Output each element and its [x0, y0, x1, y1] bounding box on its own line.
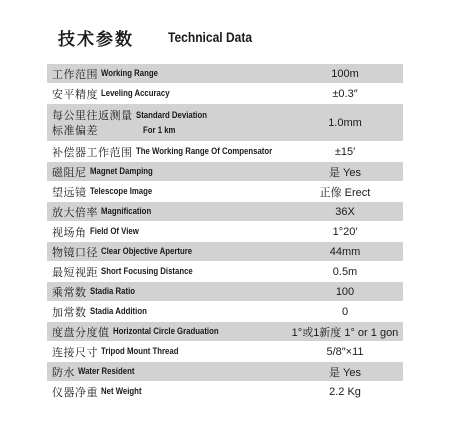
spec-label: [47, 144, 287, 160]
page-title-chinese: 技术参数: [58, 29, 134, 50]
spec-label-english: Horizontal Circle Graduation: [112, 326, 219, 337]
spec-label-english-line1: Standard Deviation: [135, 109, 207, 121]
spec-label: [47, 164, 287, 180]
spec-row-water-resident: [47, 362, 403, 382]
spec-label-english: The Working Range Of Compensator: [135, 146, 272, 157]
technical-data-table: [47, 64, 403, 402]
spec-label-english-line2: For 1 km: [142, 124, 175, 136]
spec-label: [47, 184, 287, 200]
spec-label-english: Leveling Accuracy: [101, 88, 170, 99]
spec-label: [47, 324, 287, 340]
spec-value: 2.2 Kg: [329, 385, 361, 398]
spec-label: [47, 224, 287, 240]
spec-value: 是 Yes: [328, 366, 361, 379]
spec-label: [47, 364, 287, 380]
spec-label-chinese: 补偿器工作范围: [52, 145, 133, 159]
spec-label-chinese: 最短视距: [52, 265, 98, 279]
spec-label-chinese: 安平精度: [52, 87, 98, 101]
spec-value: ±0.3″: [332, 87, 358, 100]
spec-row-net-weight: [47, 382, 403, 402]
spec-row-working-range: [47, 64, 403, 84]
spec-row-magnification: [47, 202, 403, 222]
spec-value: 0.5m: [332, 265, 358, 278]
spec-value: 36X: [335, 205, 355, 218]
spec-label-english: Clear Objective Aperture: [101, 246, 193, 257]
spec-label-english: Field Of View: [89, 226, 139, 237]
spec-label-english: Stadia Addition: [89, 306, 147, 317]
spec-row-focusing-distance: [47, 262, 403, 282]
spec-value: 是 Yes: [328, 166, 361, 179]
spec-row-circle-graduation: [47, 322, 403, 342]
spec-label: [47, 284, 287, 300]
spec-value: 100m: [331, 67, 359, 80]
spec-label-english: Magnification: [101, 206, 152, 217]
spec-label-english: Short Focusing Distance: [101, 266, 193, 277]
spec-label-english: Working Range: [101, 68, 158, 79]
spec-value: 1°或1新度 1° or 1 gon: [291, 326, 399, 339]
spec-value: 正像 Erect: [319, 186, 371, 199]
spec-value: 5/8″×11: [326, 345, 364, 358]
spec-label-chinese: 仪器净重: [52, 385, 98, 399]
spec-value: ±15′: [334, 145, 356, 158]
page-header: [58, 24, 266, 50]
spec-label: [47, 204, 287, 220]
spec-label: [47, 244, 287, 260]
spec-label-chinese: 望远镜: [52, 185, 87, 199]
spec-value: 1.0mm: [328, 116, 362, 129]
spec-row-objective-aperture: [47, 242, 403, 262]
spec-label-chinese: 乘常数: [52, 285, 87, 299]
spec-label-chinese: 防水: [52, 365, 75, 379]
spec-label-english-stack: [133, 108, 223, 138]
spec-label: [47, 264, 287, 280]
spec-value: 1°20′: [332, 225, 358, 238]
spec-label-chinese: 物镜口径: [52, 245, 98, 259]
spec-label-chinese: 连接尺寸: [52, 345, 98, 359]
spec-label-chinese-line1: 每公里往返测量: [52, 108, 133, 122]
spec-label-chinese-stack: [52, 108, 133, 138]
spec-label-chinese: 加常数: [52, 305, 87, 319]
spec-label-english: Net Weight: [101, 386, 142, 397]
spec-value: 44mm: [329, 245, 361, 258]
spec-row-field-of-view: [47, 222, 403, 242]
spec-label-chinese: 视场角: [52, 225, 87, 239]
spec-label-english: Stadia Ratio: [89, 286, 135, 297]
spec-label-english: Magnet Damping: [89, 166, 153, 177]
spec-row-tripod-thread: [47, 342, 403, 362]
spec-label-chinese: 工作范围: [52, 67, 98, 81]
page-title-english: Technical Data: [168, 29, 253, 45]
spec-label: [47, 304, 287, 320]
spec-label: [47, 384, 287, 400]
spec-row-telescope-image: [47, 182, 403, 202]
spec-label-chinese: 磁阻尼: [52, 165, 87, 179]
spec-label-chinese: 放大倍率: [52, 205, 98, 219]
spec-label: [47, 344, 287, 360]
spec-value: 100: [335, 285, 355, 298]
spec-row-magnet-damping: [47, 162, 403, 182]
spec-row-standard-deviation: [47, 104, 403, 142]
spec-label-english: Tripod Mount Thread: [101, 346, 179, 357]
spec-label-english: Telescope Image: [89, 186, 152, 197]
spec-label-chinese: 度盘分度值: [52, 325, 110, 339]
spec-label-chinese-line2: 标准偏差: [52, 123, 98, 137]
spec-row-leveling-accuracy: [47, 84, 403, 104]
spec-label: [47, 66, 287, 82]
spec-value: 0: [341, 305, 349, 318]
spec-row-stadia-addition: [47, 302, 403, 322]
spec-label: [47, 86, 287, 102]
spec-row-compensator-range: [47, 142, 403, 162]
spec-label-english: Water Resident: [78, 366, 135, 377]
spec-label: [47, 108, 287, 138]
spec-row-stadia-ratio: [47, 282, 403, 302]
